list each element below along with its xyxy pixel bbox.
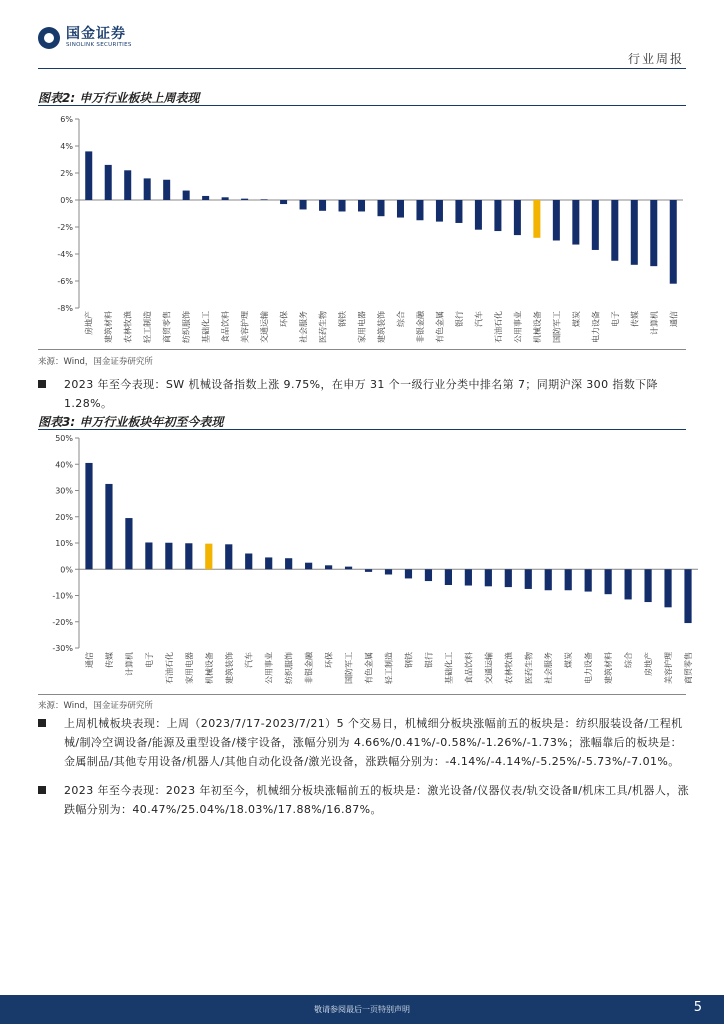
- bar-石油石化: [165, 543, 172, 570]
- x-tick-label: 环保: [279, 311, 289, 327]
- y-tick-label: -30%: [52, 644, 73, 653]
- fig2-title-divider: [38, 105, 686, 106]
- x-tick-label: 商贸零售: [162, 311, 172, 343]
- bar-国防军工: [345, 567, 352, 570]
- x-tick-label: 食品饮料: [221, 311, 231, 343]
- company-logo: [38, 27, 132, 49]
- y-tick-label: 2%: [60, 169, 73, 178]
- bar-公用事业: [514, 200, 521, 235]
- y-tick-label: 10%: [55, 539, 73, 548]
- x-tick-label: 农林牧渔: [123, 311, 133, 343]
- logo-name-cn: 国金证券: [66, 26, 126, 42]
- fig2-source: 来源：Wind，国金证券研究所: [38, 357, 153, 367]
- x-tick-label: 美容护理: [664, 652, 674, 684]
- bar-房地产: [644, 569, 651, 602]
- x-tick-label: 非银金融: [415, 311, 425, 343]
- x-tick-label: 银行: [454, 311, 464, 327]
- x-tick-label: 传媒: [630, 311, 640, 327]
- x-tick-label: 纺织服饰: [182, 311, 192, 343]
- x-tick-label: 公用事业: [513, 311, 523, 343]
- bar-银行: [425, 569, 432, 581]
- bar-建筑材料: [105, 165, 112, 200]
- bar-纺织服饰: [285, 558, 292, 569]
- x-tick-label: 基础化工: [201, 311, 211, 343]
- y-tick-label: 40%: [55, 460, 73, 470]
- bar-机械设备: [533, 200, 540, 238]
- bar-钢铁: [405, 569, 412, 578]
- x-tick-label: 电力设备: [591, 311, 601, 343]
- x-tick-label: 公用事业: [264, 652, 274, 684]
- x-tick-label: 食品饮料: [464, 652, 474, 684]
- y-tick-label: 0%: [60, 565, 73, 575]
- bar-传媒: [631, 200, 638, 265]
- x-tick-label: 家用电器: [357, 311, 367, 343]
- y-tick-label: 50%: [55, 434, 73, 443]
- bar-家用电器: [358, 200, 365, 211]
- x-tick-label: 基础化工: [444, 652, 454, 684]
- x-tick-label: 综合: [624, 652, 634, 668]
- y-tick-label: 30%: [55, 486, 73, 496]
- header-divider: [38, 68, 686, 69]
- fig2-source-divider: [38, 349, 686, 350]
- bar-轻工制造: [144, 178, 151, 200]
- y-tick-label: -20%: [52, 617, 73, 627]
- y-tick-label: 0%: [60, 196, 73, 205]
- bar-轻工制造: [385, 569, 392, 574]
- x-tick-label: 国防军工: [552, 311, 562, 343]
- bar-电力设备: [585, 569, 592, 591]
- y-tick-label: -8%: [57, 304, 73, 313]
- x-tick-label: 非银金融: [304, 652, 314, 684]
- x-tick-label: 计算机: [649, 311, 659, 335]
- x-tick-label: 国防军工: [344, 652, 354, 684]
- x-tick-label: 建筑材料: [104, 311, 114, 343]
- bar-电子: [611, 200, 618, 261]
- x-tick-label: 纺织服饰: [284, 652, 294, 684]
- x-tick-label: 煤炭: [564, 652, 574, 668]
- bar-计算机: [125, 518, 132, 569]
- bar-交通运输: [485, 569, 492, 586]
- bullet-weekly-machinery: [38, 714, 690, 771]
- bullet-ytd-sector-text: 2023 年至今表现：SW 机械设备指数上涨 9.75%，在申万 31 个一级行业分类中排名第 7；同期沪深 300 指数下降 1.28%。: [64, 378, 658, 410]
- fig3-source-divider: [38, 694, 686, 695]
- bullet-ytd-sector: [38, 375, 690, 413]
- bar-房地产: [85, 151, 92, 200]
- page-header: [0, 0, 724, 70]
- x-tick-label: 钢铁: [404, 652, 414, 668]
- bar-传媒: [105, 484, 112, 569]
- x-tick-label: 石油石化: [493, 311, 503, 343]
- bar-钢铁: [339, 200, 346, 211]
- bar-机械设备: [205, 544, 212, 570]
- bar-农林牧渔: [505, 569, 512, 587]
- bar-电子: [145, 542, 152, 569]
- bar-建筑装饰: [377, 200, 384, 216]
- x-tick-label: 电子: [610, 311, 620, 327]
- bar-医药生物: [525, 569, 532, 589]
- bullet-square-icon: [38, 786, 46, 794]
- fig3-title-divider: [38, 429, 686, 430]
- x-tick-label: 社会服务: [544, 652, 554, 684]
- bar-基础化工: [445, 569, 452, 585]
- x-tick-label: 社会服务: [299, 311, 309, 343]
- bar-美容护理: [241, 199, 248, 200]
- y-tick-label: -10%: [52, 591, 73, 601]
- x-tick-label: 环保: [324, 652, 334, 668]
- x-tick-label: 交通运输: [484, 652, 494, 684]
- bullet-weekly-machinery-text: 上周机械板块表现：上周（2023/7/17-2023/7/21）5 个交易日，机械细分板块涨幅前五的板块是：纺织服装设备/工程机械/制冷空调设备/能源及重型设备/楼宇设备，涨幅分别为 4.66%/0.41%/-0.58%/-1.26%/-1.73%；涨幅靠后的板块是：金属制品/其他专用设备/机器人/其他自动化设备/激光设备，涨跌幅分别为：-4.14%/-4.14%/-5.25%/-5.73%/-7.01%。: [64, 717, 683, 768]
- fig3-chart: [38, 431, 694, 693]
- bar-石油石化: [494, 200, 501, 231]
- bar-交通运输: [261, 199, 268, 200]
- x-tick-label: 家用电器: [184, 652, 194, 684]
- x-tick-label: 计算机: [124, 652, 134, 676]
- bar-非银金融: [416, 200, 423, 220]
- report-type: 行业周报: [627, 52, 684, 66]
- bullet-square-icon: [38, 719, 46, 727]
- x-tick-label: 石油石化: [164, 652, 174, 684]
- x-tick-label: 美容护理: [240, 311, 250, 343]
- x-tick-label: 钢铁: [338, 311, 348, 327]
- bar-社会服务: [300, 200, 307, 209]
- bar-通信: [85, 463, 92, 569]
- x-tick-label: 通信: [669, 311, 679, 327]
- logo-name-en: SINOLINK SECURITIES: [66, 42, 132, 48]
- bar-建筑装饰: [225, 544, 232, 569]
- x-tick-label: 电力设备: [584, 652, 594, 684]
- page-number: 5: [693, 1000, 702, 1015]
- logo-icon: [38, 27, 60, 49]
- bar-银行: [455, 200, 462, 223]
- fig2-title: 图表2: 申万行业板块上周表现: [38, 91, 200, 105]
- x-tick-label: 医药生物: [524, 652, 534, 684]
- bar-非银金融: [305, 563, 312, 570]
- fig3-title: 图表3: 申万行业板块年初至今表现: [38, 415, 224, 429]
- bar-商贸零售: [163, 180, 170, 200]
- bar-有色金属: [365, 569, 372, 572]
- x-tick-label: 轻工制造: [384, 652, 394, 684]
- bar-农林牧渔: [124, 170, 131, 200]
- fig3-source: 来源：Wind，国金证券研究所: [38, 701, 153, 711]
- bar-煤炭: [565, 569, 572, 590]
- y-tick-label: -4%: [57, 250, 73, 259]
- bar-煤炭: [572, 200, 579, 245]
- x-tick-label: 银行: [424, 652, 434, 668]
- bar-纺织服饰: [183, 191, 190, 200]
- bar-环保: [280, 200, 287, 204]
- x-tick-label: 房地产: [84, 311, 94, 335]
- bar-综合: [625, 569, 632, 599]
- x-tick-label: 通信: [84, 652, 94, 668]
- bullet-ytd-machinery: [38, 781, 690, 819]
- x-tick-label: 农林牧渔: [504, 652, 514, 684]
- x-tick-label: 房地产: [644, 652, 654, 676]
- fig2-chart: [38, 108, 686, 348]
- x-tick-label: 建筑材料: [604, 652, 614, 684]
- y-tick-label: -2%: [57, 223, 73, 232]
- x-tick-label: 商贸零售: [684, 652, 694, 684]
- bar-汽车: [245, 554, 252, 570]
- bar-环保: [325, 565, 332, 569]
- x-tick-label: 综合: [396, 311, 406, 327]
- x-tick-label: 电子: [144, 652, 154, 668]
- y-tick-label: 6%: [60, 115, 73, 124]
- bar-通信: [670, 200, 677, 284]
- bar-家用电器: [185, 543, 192, 569]
- x-tick-label: 汽车: [474, 311, 484, 327]
- bar-电力设备: [592, 200, 599, 250]
- y-tick-label: -6%: [57, 277, 73, 286]
- x-tick-label: 传媒: [104, 652, 114, 668]
- page-footer: [0, 995, 724, 1024]
- bar-国防军工: [553, 200, 560, 241]
- bar-医药生物: [319, 200, 326, 211]
- x-tick-label: 煤炭: [571, 311, 581, 327]
- bar-社会服务: [545, 569, 552, 590]
- x-tick-label: 有色金属: [435, 311, 445, 343]
- bar-公用事业: [265, 557, 272, 569]
- x-tick-label: 轻工制造: [143, 311, 153, 343]
- x-tick-label: 建筑装饰: [377, 311, 386, 343]
- bar-食品饮料: [465, 569, 472, 585]
- bar-有色金属: [436, 200, 443, 222]
- bar-建筑材料: [605, 569, 612, 594]
- bar-汽车: [475, 200, 482, 230]
- x-tick-label: 机械设备: [204, 652, 214, 684]
- x-tick-label: 交通运输: [260, 311, 270, 343]
- footer-disclaimer: 敬请参阅最后一页特别声明: [314, 1005, 410, 1014]
- x-tick-label: 建筑装饰: [224, 652, 234, 684]
- x-tick-label: 机械设备: [532, 311, 542, 343]
- x-tick-label: 医药生物: [318, 311, 328, 343]
- bar-食品饮料: [222, 197, 229, 200]
- bar-美容护理: [664, 569, 671, 607]
- bar-计算机: [650, 200, 657, 266]
- bar-基础化工: [202, 196, 209, 200]
- y-tick-label: 4%: [60, 142, 73, 151]
- y-tick-label: 20%: [55, 512, 73, 522]
- bullet-square-icon: [38, 380, 46, 388]
- bullet-ytd-machinery-text: 2023 年至今表现：2023 年初至今，机械细分板块涨幅前五的板块是：激光设备/仪器仪表/轨交设备Ⅱ/机床工具/机器人，涨跌幅分别为：40.47%/25.04%/18.03%/17.88%/16.87%。: [64, 784, 690, 816]
- bar-综合: [397, 200, 404, 218]
- bar-商贸零售: [684, 569, 691, 623]
- x-tick-label: 汽车: [244, 652, 254, 668]
- x-tick-label: 有色金属: [364, 652, 374, 684]
